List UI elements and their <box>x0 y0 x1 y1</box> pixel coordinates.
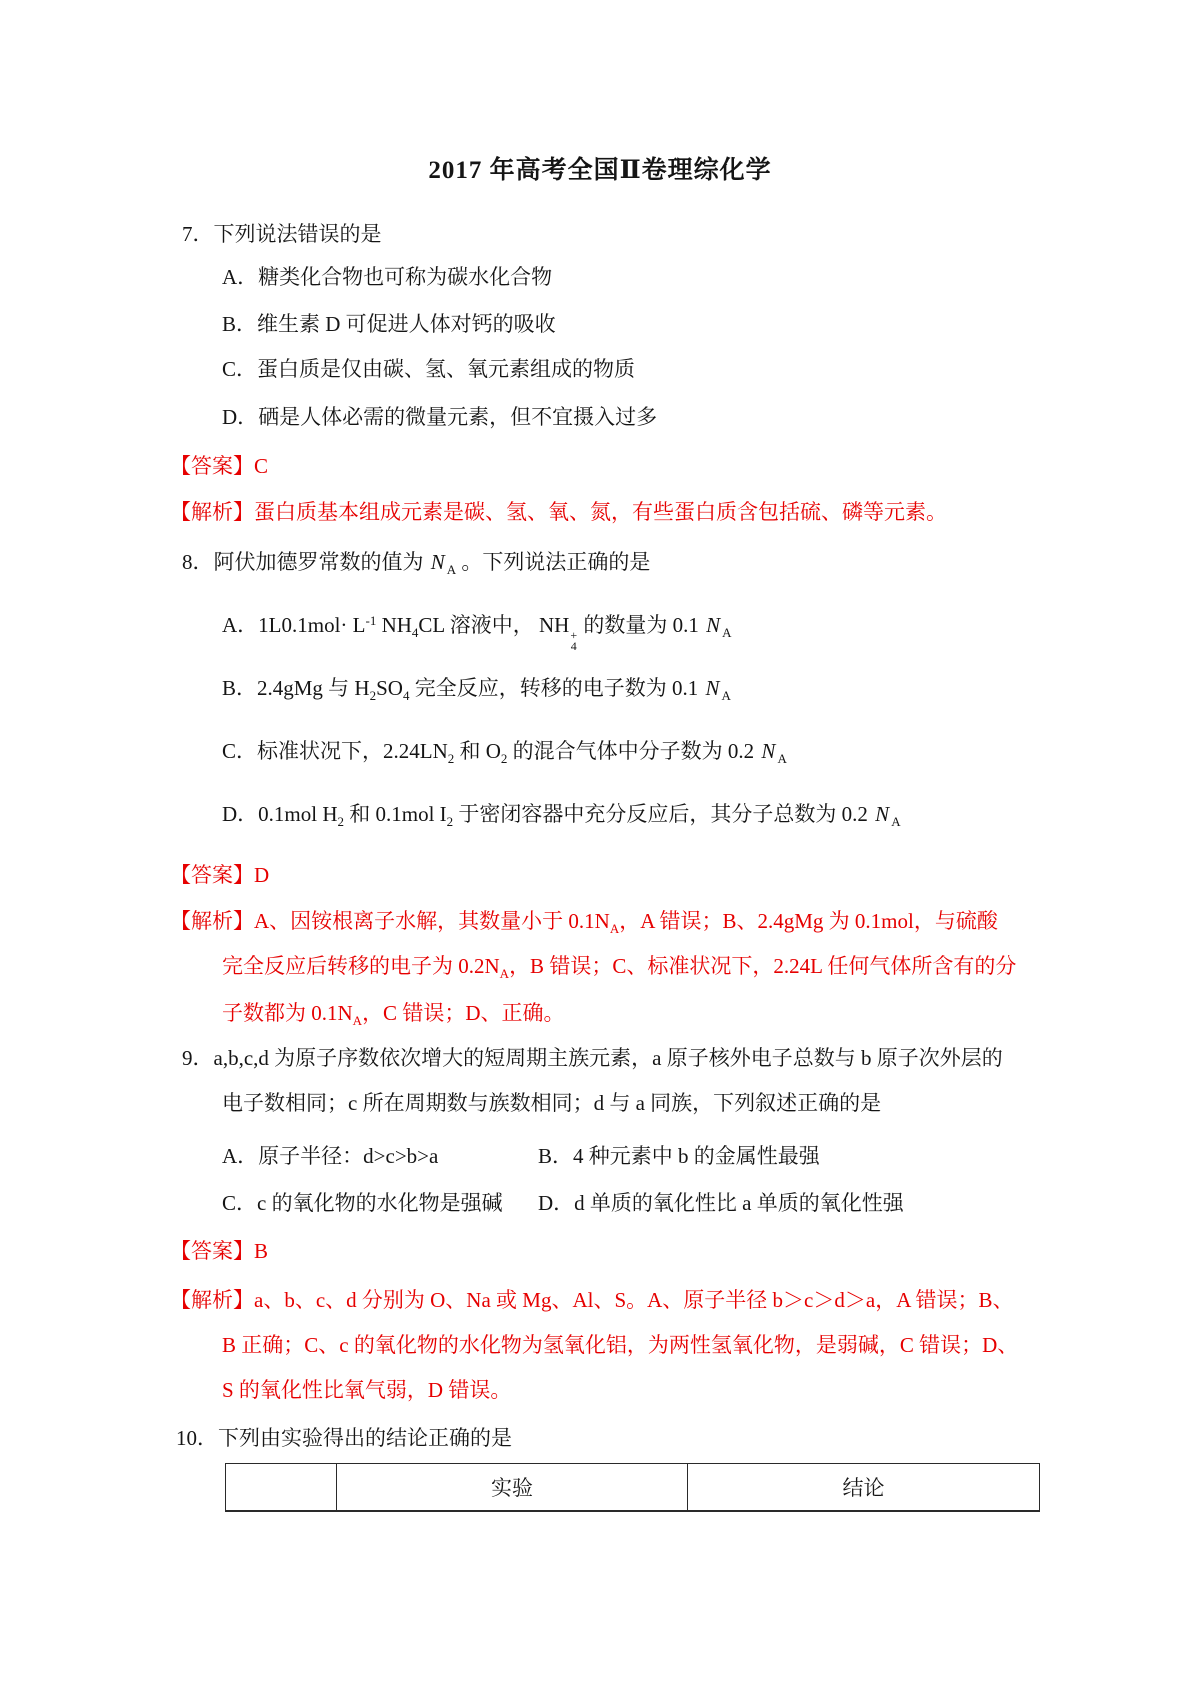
q7-stem <box>182 221 382 247</box>
text-segment: 【解析】a、b、c、d 分别为 O、Na 或 Mg、Al、S。A、原子半径 b＞c＞d＞a，A 错误；B、 <box>170 1288 1014 1312</box>
text-segment: D．d 单质的氧化性比 a 单质的氧化性强 <box>538 1191 904 1215</box>
text-segment: 【解析】A、因铵根离子水解，其数量小于 0.1N <box>170 909 610 933</box>
text-segment: 8．阿伏加德罗常数的值为 <box>182 550 429 574</box>
stack-sub: 4 <box>570 639 577 653</box>
text-segment: A．原子半径：d>c>b>a <box>222 1144 439 1168</box>
q9-analysis-3 <box>222 1377 511 1403</box>
text-segment: 完全反应后转移的电子为 0.2N <box>222 954 500 978</box>
text-segment: A <box>446 562 457 577</box>
text-segment: A <box>722 625 732 640</box>
q9-analysis-1 <box>170 1287 1013 1313</box>
text-segment: 【答案】B <box>170 1239 269 1263</box>
q8-stem <box>182 549 650 575</box>
q7-answer <box>170 453 268 479</box>
avogadro-symbol: N <box>705 676 720 700</box>
text-segment: B 正确；C、c 的氧化物的水化物为氢氧化铝，为两性氢氧化物，是弱碱，C 错误；D、 <box>222 1333 1019 1357</box>
table-header-conclusion: 结论 <box>688 1464 1040 1512</box>
text-segment: 10．下列由实验得出的结论正确的是 <box>176 1426 512 1450</box>
text-segment: SO <box>376 676 403 700</box>
q8-option-a <box>222 612 732 652</box>
text-segment: 【答案】D <box>170 863 270 887</box>
text-segment: ，B 错误；C、标准状况下，2.24L 任何气体所含有的分 <box>509 954 1017 978</box>
table-header-index <box>226 1464 337 1512</box>
text-segment: 2 <box>447 751 455 766</box>
text-segment: ，A 错误；B、2.4gMg 为 0.1mol，与硫酸 <box>619 909 998 933</box>
text-segment: 4 <box>402 688 410 703</box>
text-segment: A <box>777 751 787 766</box>
text-segment: 2 <box>500 751 508 766</box>
page-title: 2017 年高考全国Ⅱ卷理综化学 <box>428 157 772 184</box>
q8-option-c <box>222 738 787 764</box>
text-segment: D．硒是人体必需的微量元素，但不宜摄入过多 <box>222 405 658 429</box>
text-segment: 于密闭容器中充分反应后，其分子总数为 0.2 <box>453 802 874 826</box>
q9-option-d <box>538 1190 904 1216</box>
avogadro-symbol: N <box>430 550 445 574</box>
avogadro-symbol: N <box>706 613 721 637</box>
text-segment: CL 溶液中， NH <box>418 613 570 637</box>
text-segment: A <box>891 814 901 829</box>
table-header-row <box>226 1464 1040 1512</box>
q9-stem-2 <box>222 1090 881 1116</box>
text-segment: A <box>609 921 620 936</box>
text-segment: 和 0.1mol I <box>344 802 447 826</box>
q9-answer <box>170 1238 268 1264</box>
q8-analysis-3 <box>222 1000 564 1026</box>
q8-answer <box>170 862 269 888</box>
text-segment: B．4 种元素中 b 的金属性最强 <box>538 1144 820 1168</box>
q8-option-b <box>222 675 731 701</box>
avogadro-symbol: N <box>875 802 890 826</box>
text-segment: 的混合气体中分子数为 0.2 <box>507 739 760 763</box>
q7-option-b <box>222 311 556 337</box>
q8-option-d <box>222 801 901 827</box>
text-segment: 完全反应，转移的电子数为 0.1 <box>409 676 704 700</box>
text-segment: ，C 错误；D、正确。 <box>362 1001 565 1025</box>
text-segment: B．2.4gMg 与 H <box>222 676 370 700</box>
text-segment: A．1L0.1mol· L <box>222 613 366 637</box>
text-segment: B．维生素 D 可促进人体对钙的吸收 <box>222 312 556 336</box>
text-segment: 2 <box>369 688 377 703</box>
q9-option-c <box>222 1190 503 1216</box>
text-segment: C．c 的氧化物的水化物是强碱 <box>222 1191 503 1215</box>
text-segment: 4 <box>411 625 419 640</box>
formula-charge-stack <box>569 630 578 652</box>
q7-option-c <box>222 356 635 382</box>
text-segment: D．0.1mol H <box>222 802 338 826</box>
q7-option-d <box>222 404 657 430</box>
text-segment: 9．a,b,c,d 为原子序数依次增大的短周期主族元素，a 原子核外电子总数与 b 原子次外层的 <box>182 1046 1003 1070</box>
text-segment: A <box>352 1013 363 1028</box>
text-segment: 【答案】C <box>170 454 269 478</box>
q7-analysis <box>170 499 947 525</box>
text-segment: 。下列说法正确的是 <box>456 550 651 574</box>
text-segment: 2 <box>446 814 454 829</box>
q8-analysis-1 <box>170 908 998 934</box>
text-segment: S 的氧化性比氧气弱，D 错误。 <box>222 1378 512 1402</box>
text-segment: C．标准状况下，2.24LN <box>222 739 448 763</box>
q9-option-a <box>222 1143 438 1169</box>
q10-stem <box>176 1425 512 1451</box>
q7-option-a <box>222 264 552 290</box>
text-segment: 7．下列说法错误的是 <box>182 222 382 246</box>
table-header-experiment: 实验 <box>337 1464 688 1512</box>
text-segment: 2 <box>337 814 344 829</box>
text-segment: 的数量为 0.1 <box>578 613 705 637</box>
stack-sup: + <box>570 628 578 642</box>
text-segment: 子数都为 0.1N <box>222 1001 353 1025</box>
text-segment: C．蛋白质是仅由碳、氢、氧元素组成的物质 <box>222 357 636 381</box>
experiment-table <box>225 1463 1040 1512</box>
text-segment: A <box>721 688 731 703</box>
text-segment: NH <box>376 613 412 637</box>
text-segment: A．糖类化合物也可称为碳水化合物 <box>222 265 553 289</box>
q9-analysis-2 <box>222 1332 1018 1358</box>
text-segment: 【解析】蛋白质基本组成元素是碳、氢、氧、氮，有些蛋白质含包括硫、磷等元素。 <box>170 500 947 524</box>
q9-option-b <box>538 1143 820 1169</box>
q9-stem-1 <box>182 1045 1003 1071</box>
text-segment: 和 O <box>454 739 501 763</box>
avogadro-symbol: N <box>761 739 776 763</box>
text-segment: 电子数相同；c 所在周期数与族数相同；d 与 a 同族，下列叙述正确的是 <box>222 1091 882 1115</box>
q8-analysis-2 <box>222 953 1016 979</box>
text-segment: -1 <box>365 613 377 628</box>
text-segment: A <box>499 966 510 981</box>
